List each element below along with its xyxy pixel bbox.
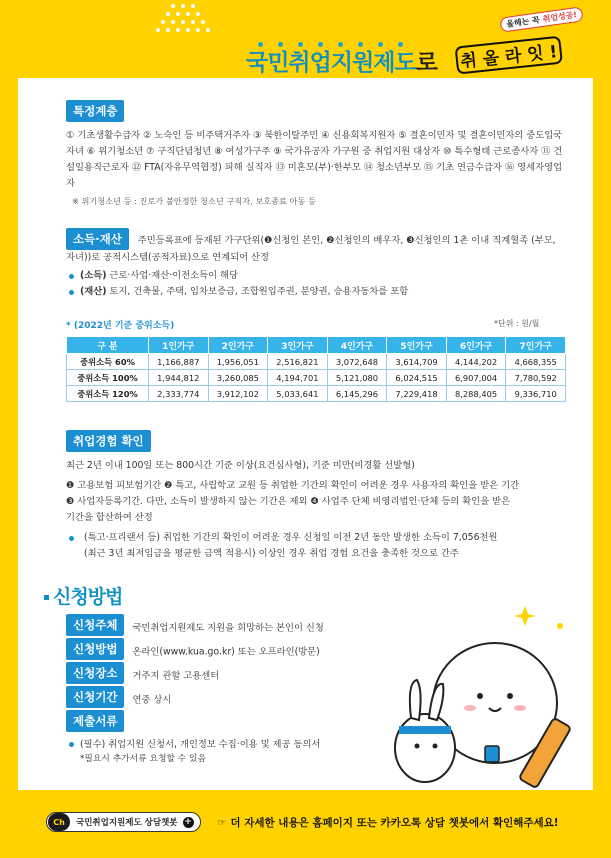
experience-line-3: ❸ 사업자등록기간. 다만, 소득이 발생하지 않는 기간은 제외 ❹ 사업주 단체 비영리법인·단체 등의 확인을 받은 [66,496,511,507]
docs-required: (필수) 취업지원 신청서, 개인정보 수집·이용 및 제공 동의서 [66,736,320,750]
page-title [246,44,437,77]
table-cell: 1,944,812 [149,370,209,386]
table-unit: *단위 : 원/월 [494,319,540,328]
table-header-household: 5인가구 [387,337,447,354]
table-cell: 5,121,080 [327,370,387,386]
table-cell: 4,668,355 [506,354,566,370]
how-row-method: 신청방법 온라인(www.kua.go.kr) 또는 오프라인(방문) [66,638,320,660]
experience-section [66,430,566,562]
table-cell: 3,260,085 [208,370,268,386]
footer-cta: ☞ 더 자세한 내용은 홈페이지 또는 카카오톡 상담 챗봇에서 확인해주세요! [217,817,559,829]
table-row-label: 중위소득 60% [67,354,149,370]
table-caption: * (2022년 기준 중위소득) [66,321,175,331]
kakao-channel-icon: Ch [48,813,70,831]
special-section [66,100,566,209]
table-cell: 6,145,296 [327,386,387,402]
table-cell: 4,144,202 [446,354,506,370]
table-cell: 7,229,418 [387,386,447,402]
right-border [593,0,611,858]
experience-tag: 취업경험 확인 [66,430,151,452]
table-row-label: 중위소득 120% [67,386,149,402]
how-to-apply-title: 신청방법 [44,582,122,609]
income-tag: 소득·재산 [66,228,129,250]
table-header-row [67,337,566,354]
table-header-household: 4인가구 [327,337,387,354]
table-cell: 3,614,709 [387,354,447,370]
table-header-category: 구 분 [67,337,149,354]
chatbot-label: 국민취업지원제도 상담챗봇 [76,818,178,828]
left-border [0,0,18,858]
table-cell: 1,956,051 [208,354,268,370]
table-cell: 5,033,641 [268,386,328,402]
income-bullet: (소득) 근로·사업·재산·이전소득이 해당 [66,268,566,284]
table-row [67,386,566,402]
experience-bullet: (특고·프리랜서 등) 취업한 기간의 확인이 어려운 경우 신청일 이전 2년 동안 발생한 소득이 7,056천원 [66,530,566,546]
table-row [67,370,566,386]
income-section [66,228,566,300]
chatbot-button[interactable] [46,812,201,832]
docs-note: *필요시 추가서류 요청할 수 있음 [80,754,207,764]
experience-line-2: ❶ 고용보험 피보험기간 ❷ 특고, 사립학교 교원 등 취업한 기간의 확인이 어려운 경우 사용자의 확인을 받은 기간 [66,480,520,491]
table-cell: 4,194,701 [268,370,328,386]
experience-line-4: 기간을 합산하여 산정 [66,512,153,523]
title-main: 국민취업지원제도 [246,50,416,76]
title-suffix: 로 [415,50,437,76]
plus-icon: + [184,816,192,827]
table-header-household: 3인가구 [268,337,328,354]
table-header-household: 6인가구 [446,337,506,354]
table-row-label: 중위소득 100% [67,370,149,386]
special-tag: 특정계층 [66,100,124,122]
table-cell: 8,288,405 [446,386,506,402]
badge-sub: 올해는 꼭 [505,15,541,29]
experience-bullet-cont: (최근 3년 최저임금을 평균한 금액 적용시) 이상인 경우 취업 경험 요건을 충족한 것으로 간주 [84,548,459,559]
table-row [67,354,566,370]
how-row-place: 신청장소 거주지 관할 고용센터 [66,662,219,684]
pointing-hand-icon: ☞ [217,817,227,829]
median-income-table [66,336,566,402]
table-cell: 3,072,648 [327,354,387,370]
experience-line-1: 최근 2년 이내 100일 또는 800시간 기준 이상(요건심사형), 기준 미만(비경활 선발형) [66,460,415,471]
table-cell: 6,907,004 [446,370,506,386]
asset-bullet: (재산) 토지, 건축물, 주택, 임차보증금, 조합원입주권, 분양권, 승용자동차를 포함 [66,284,566,300]
table-cell: 2,333,774 [149,386,209,402]
table-cell: 6,024,515 [387,370,447,386]
table-cell: 2,516,821 [268,354,328,370]
table-header-household: 7인가구 [506,337,566,354]
table-header-household: 2인가구 [208,337,268,354]
special-text: ① 기초생활수급자 ② 노숙인 등 비주택거주자 ③ 북한이탈주민 ④ 신용회복지원자 ⑤ 결혼이민자 및 결혼이민자의 중도입국자녀 ⑥ 위기청소년 ⑦ 구직단념청년 ⑧ 여성가구주 ⑨ 국가유공자 가구원 중 취업지원 대상자 ⑩ 특수형태 근로종사자 ⑪ 건설일용직근로자 ⑫ FTA(자유무역협정) 피해 실직자 ⑬ 미혼모(부)·한부모 ⑭ 청소년부모 ⑮ 기초 연금수급자 ⑯ 영세자영업자 [66,130,563,189]
mascot-illustration [385,598,595,793]
table-header-household: 1인가구 [149,337,209,354]
how-row-period: 신청기간 연중 상시 [66,686,171,708]
special-note: ※ 위기청소년 등 : 진로가 불안정한 청소년 구직자, 보호종료 아동 등 [72,196,316,206]
how-row-applicant: 신청주체 국민취업지원제도 지원을 희망하는 본인이 신청 [66,614,324,636]
how-row-docs: 제출서류 [66,710,132,732]
income-text: 주민등록표에 등재된 가구단위(❶신청인 본인, ❷신청인의 배우자, ❸신청인의 1촌 이내 직계혈족 (부모, 자녀))로 공적시스템(공적자료)으로 연계되어 산정 [66,235,556,263]
table-cell: 9,336,710 [506,386,566,402]
table-cell: 7,780,592 [506,370,566,386]
logo-text: 취 올 라 잇 ! [459,42,559,73]
dots-decoration [150,0,220,38]
badge-text: 취업성공! [542,10,578,24]
table-cell: 3,912,102 [208,386,268,402]
table-cell: 1,166,887 [149,354,209,370]
